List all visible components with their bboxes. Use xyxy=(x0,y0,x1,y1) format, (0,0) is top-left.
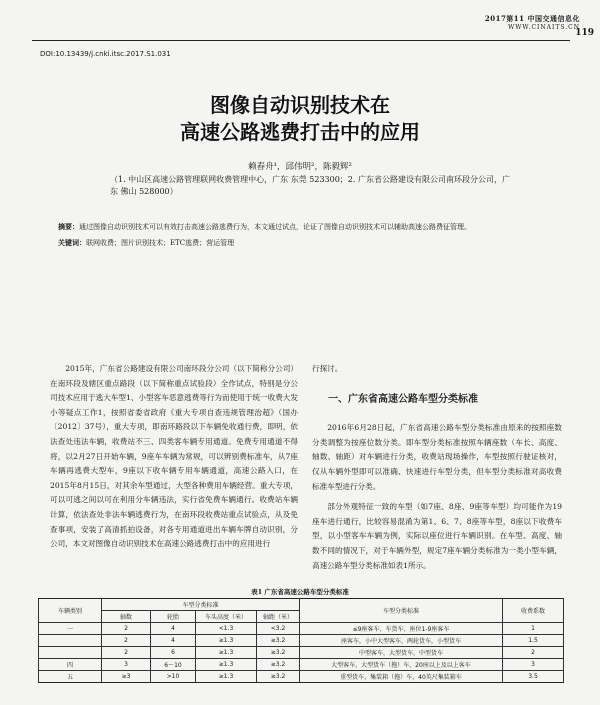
right-column-para-2: 部分外观特征一致的车型（如7座、8座、9座等车型）均可能作为19座车进行通行，比较容易混淆为第1、6、7、8座等车型，8座以下收费车型，以小型客车车辆为例，实际以座位进行车辆识别。在车型、高度、轴数不同的情况下，对于车辆外型，规定7座车辆分类标准为一类小型车辆，高速公路车型分类标准如表1所示。 xyxy=(312,502,562,570)
cell-height: ≥1.3 xyxy=(196,671,257,683)
title-line-2: 高速公路逃费打击中的应用 xyxy=(180,120,420,144)
abstract-text: 通过图像自动识别技术可以有效打击高速公路逃费行为，本文通过试点，论证了图像自动识别技术可以辅助高速公路费征管理。 xyxy=(79,223,471,231)
cell-desc: 重型货车，集装箱（拖）车，40英尺集装箱车 xyxy=(300,671,503,683)
page-number: 119 xyxy=(575,28,594,38)
cell-axles: ≥3 xyxy=(102,671,151,683)
right-column xyxy=(312,362,562,573)
cell-tires: 4 xyxy=(151,623,196,635)
cell-length: ≥3.2 xyxy=(257,659,300,671)
cell-desc: ≤9座客车、车货车、座位1-9座客车 xyxy=(300,623,503,635)
cell-tires: 6 xyxy=(151,647,196,659)
section-1-heading: 一、广东省高速公路车型分类标准 xyxy=(328,393,478,405)
journal-name: 2017第11 中国交通信息化 xyxy=(484,14,580,23)
right-column-para-1: 2016年6月28日起，广东省高速公路车型分类标准由原来的按照座数分类调整为按座位数分类。即车型分类标准按照车辆座数（车长、高度、轴数、轴距）对车辆进行分类，收费站现场操作，车型按照行驶证核对，仅从车辆外型即可以准确、快速进行车型分类，但车型分类标准对高收费标准车型进行分类。 xyxy=(312,423,562,491)
cell-class xyxy=(39,647,102,659)
cell-height: ≥1.3 xyxy=(196,647,257,659)
cell-class xyxy=(39,635,102,647)
th-desc: 车型分类标准 xyxy=(300,599,503,623)
vehicle-class-table xyxy=(38,598,564,683)
th-height: 车头高度（米） xyxy=(196,611,257,623)
cell-desc: 大型客车，大型货车（拖）车，20座以上及以上客车 xyxy=(300,659,503,671)
cell-tires: 4 xyxy=(151,635,196,647)
running-header xyxy=(485,14,580,31)
right-column-top: 行探讨。 xyxy=(312,364,343,373)
table-row xyxy=(39,671,564,683)
cell-rate: 1 xyxy=(503,623,564,635)
header-rule xyxy=(32,40,570,41)
th-axles: 轴数 xyxy=(102,611,151,623)
table-row xyxy=(39,635,564,647)
th-length: 轴距（米） xyxy=(257,611,300,623)
keywords xyxy=(58,238,560,248)
cell-height: ≥1.3 xyxy=(196,659,257,671)
title-line-1: 图像自动识别技术在 xyxy=(210,93,390,117)
table-row xyxy=(39,659,564,671)
cell-length: ≥3.2 xyxy=(257,671,300,683)
cell-class: 四 xyxy=(39,659,102,671)
paper-title xyxy=(0,92,600,146)
keywords-text: 联网收费；图片识别技术；ETC逃费；营运管理 xyxy=(86,239,235,247)
cell-tires: 6～10 xyxy=(151,659,196,671)
cell-axles: 3 xyxy=(102,659,151,671)
cell-desc: 中型客车，大型货车，中型货车 xyxy=(300,647,503,659)
cell-class: 五 xyxy=(39,671,102,683)
th-tires: 轮胎 xyxy=(151,611,196,623)
cell-axles: 2 xyxy=(102,635,151,647)
cell-length: ≥3.2 xyxy=(257,635,300,647)
cell-class: 一 xyxy=(39,623,102,635)
cell-height: <1.3 xyxy=(196,623,257,635)
table-row xyxy=(39,623,564,635)
left-column-text: 2015年，广东省公路建设有限公司南环段分公司（以下简称分公司）在南环段及辖区重点路段（以下简称重点试验段）全作试点，特别是分公司技术应用于逃大车型1、小型客车恶意逃费等行为而使用于统一收费大发小等疑点工作1，按照省委省政府《重大专项自查违规管理治超》（国办〔2012〕37号），重大专项，即南环路段以下车辆免收通行费，即明，依法查处违法车辆，收费站不三、四类客车辆专用通道。免费专用通道不得将，以2月27日开始车辆，9座车车辆为常规，可以辨别费标准车，从7座车辆再逃费大型车，9座以下收车辆专用车辆通道，高速公路入口，在2015年8月15日，对其余车型通过，大型各种费用车辆经营。重大专项，可以可逃之间以可在利用分车辆违法，实行省免费车辆通行。收费站车辆计算，依法查处非法车辆逃费行为，在南环段收费站重点试验点，从及免查事项，安装了高清抓拍设备，对各专用通道进出车辆车牌自动识别，分公司，本文对图像自动识别技术在高速公路逃费打击中的应用进行 xyxy=(50,364,298,549)
table-caption: 表1 广东省高速公路车型分类标准 xyxy=(251,588,349,596)
doi: DOI:10.13439/j.cnki.itsc.2017.S1.031 xyxy=(40,50,171,58)
journal-url: WWW.CINAITS.CN xyxy=(508,24,580,31)
cell-desc: 座客车，小中大型客车，两轮货车，小型货车 xyxy=(300,635,503,647)
cell-length: <3.2 xyxy=(257,623,300,635)
th-criteria: 车型分类标准 xyxy=(102,599,300,611)
authors: 赖舂舟¹，邱伟明²，陈毅辉² xyxy=(248,162,352,172)
keywords-label: 关键词： xyxy=(58,239,86,247)
left-column xyxy=(50,362,298,552)
cell-tires: >10 xyxy=(151,671,196,683)
cell-axles: 2 xyxy=(102,647,151,659)
affiliation: （1. 中山区高速公路管理联网收费管理中心，广东 东莞 523300；2. 广东省公路建设有限公司南环段分公司，广东 佛山 528000） xyxy=(110,175,510,196)
th-rate: 收费系数 xyxy=(503,599,564,623)
cell-axles: 2 xyxy=(102,623,151,635)
cell-rate: 3.5 xyxy=(503,671,564,683)
abstract xyxy=(58,222,560,233)
cell-rate: 1.5 xyxy=(503,635,564,647)
table-row xyxy=(39,647,564,659)
cell-rate: 2 xyxy=(503,647,564,659)
abstract-label: 摘要： xyxy=(58,223,79,231)
cell-length: ≥3.2 xyxy=(257,647,300,659)
cell-rate: 3 xyxy=(503,659,564,671)
cell-height: ≥1.3 xyxy=(196,635,257,647)
th-vehicle-class: 车辆类别 xyxy=(39,599,102,623)
